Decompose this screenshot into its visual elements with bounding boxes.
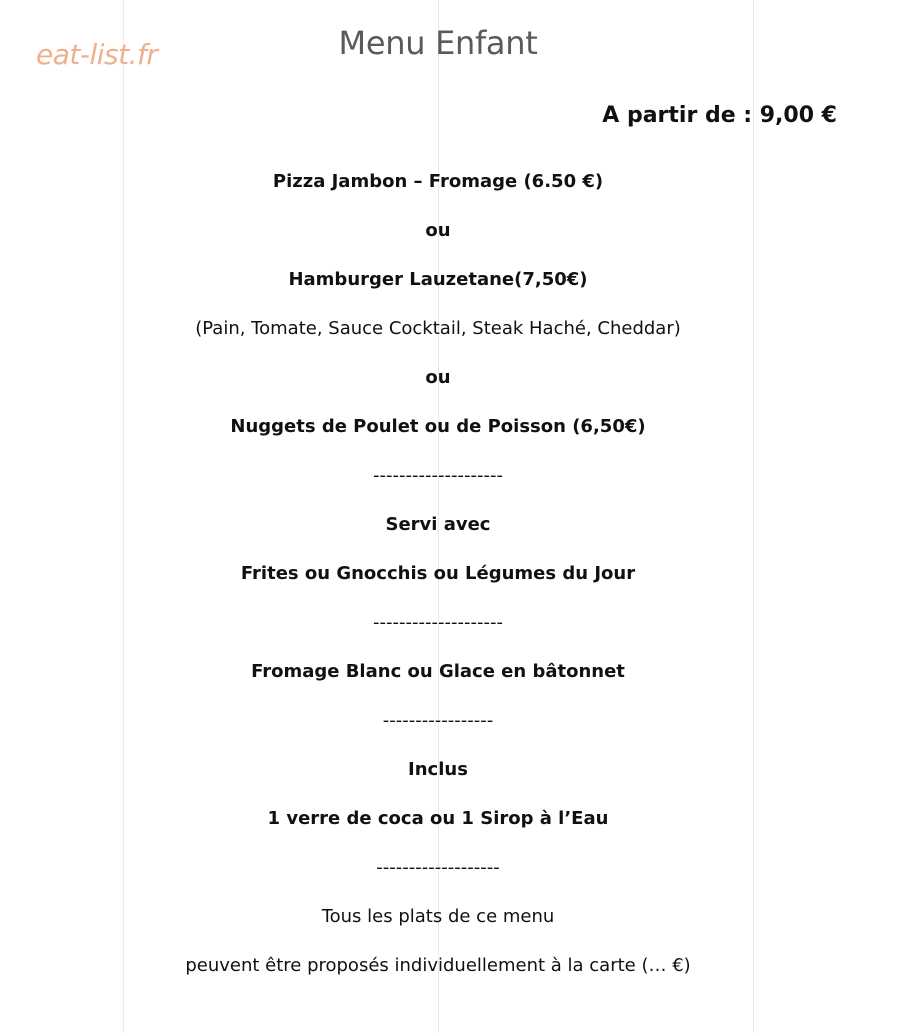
section-heading-included: Inclus bbox=[408, 759, 468, 780]
divider: -------------------- bbox=[373, 465, 503, 486]
menu-item-hamburger-description: (Pain, Tomate, Sauce Cocktail, Steak Haché, Cheddar) bbox=[195, 318, 681, 339]
menu-item-drink: 1 verre de coca ou 1 Sirop à l’Eau bbox=[267, 808, 609, 829]
menu-item-pizza: Pizza Jambon – Fromage (6.50 €) bbox=[272, 171, 604, 192]
footnote-line-1: Tous les plats de ce menu bbox=[321, 906, 555, 927]
menu-item-hamburger: Hamburger Lauzetane(7,50€) bbox=[288, 269, 588, 290]
page-title: Menu Enfant bbox=[338, 24, 538, 62]
menu-item-nuggets: Nuggets de Poulet ou de Poisson (6,50€) bbox=[230, 416, 646, 437]
section-heading-served-with: Servi avec bbox=[385, 514, 491, 535]
divider: ----------------- bbox=[382, 710, 494, 731]
menu-price: A partir de : 9,00 € bbox=[602, 103, 837, 128]
divider: -------------------- bbox=[373, 612, 503, 633]
separator-or: ou bbox=[425, 367, 451, 388]
separator-or: ou bbox=[425, 220, 451, 241]
watermark-logo: eat-list.fr bbox=[36, 38, 158, 71]
menu-item-dessert: Fromage Blanc ou Glace en bâtonnet bbox=[251, 661, 625, 682]
divider: ------------------- bbox=[376, 857, 500, 878]
footnote-line-2: peuvent être proposés individuellement à la carte (… €) bbox=[185, 955, 691, 976]
menu-item-sides: Frites ou Gnocchis ou Légumes du Jour bbox=[240, 563, 636, 584]
